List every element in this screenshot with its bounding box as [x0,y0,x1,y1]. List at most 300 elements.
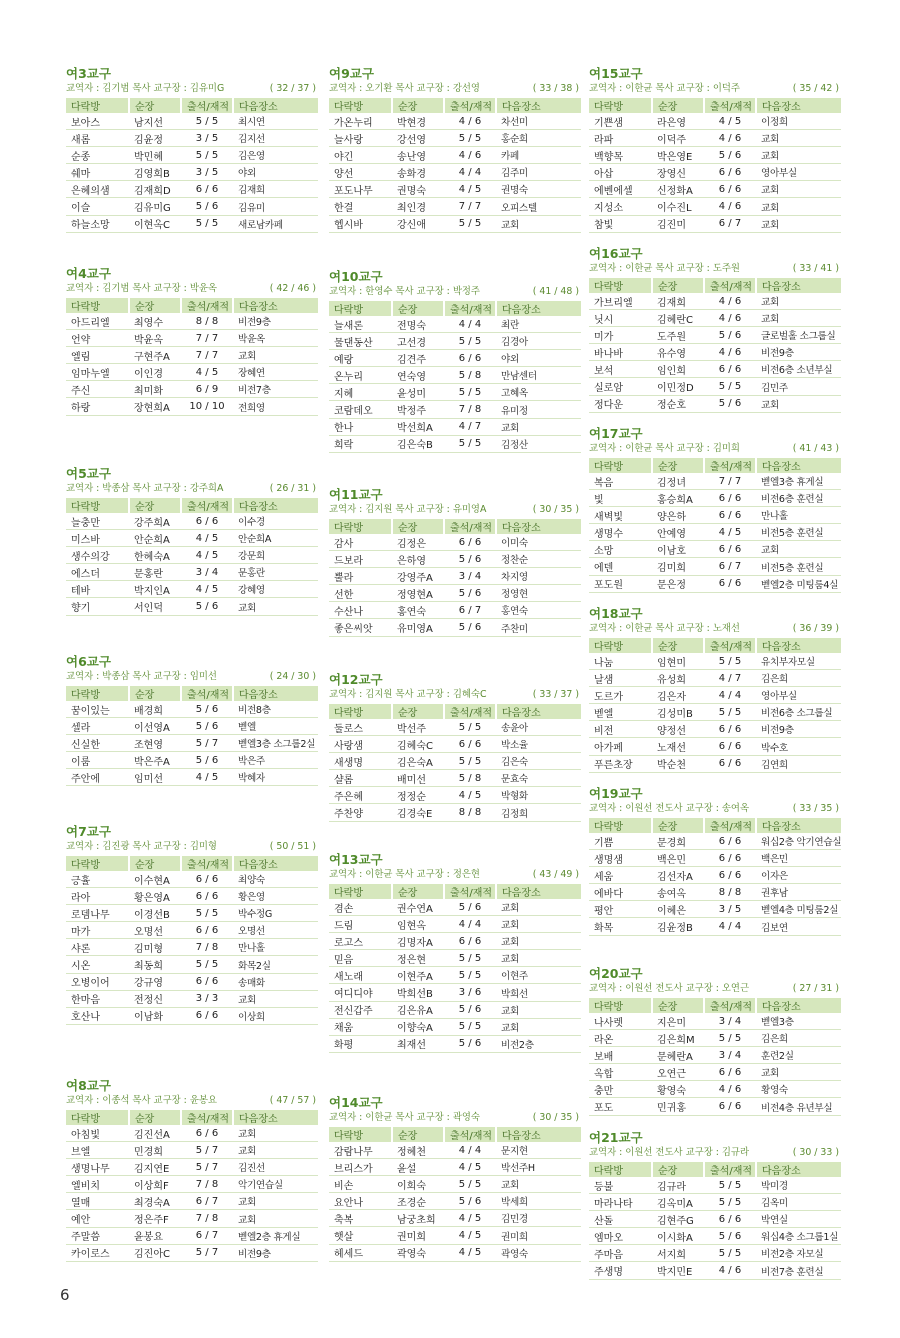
next-place-cell: 벧엘 [233,718,318,735]
column-header: 순장 [392,704,444,719]
attendance-cell: 5 / 6 [181,701,233,718]
district-info [66,82,318,96]
attendance-cell: 5 / 5 [444,1176,496,1193]
group-name-cell: 주마음 [589,1245,652,1262]
group-name-cell: 미가 [589,327,652,344]
table-row [329,787,581,804]
next-place-cell: 이정희 [756,113,841,130]
table-row [329,1176,581,1193]
group-name-cell: 아드리엘 [66,313,129,330]
attendance-cell: 4 / 6 [704,293,756,310]
attendance-cell: 3 / 4 [444,568,496,585]
district-title: 여17교구 [589,426,643,441]
leader-cell: 곽영숙 [392,1244,444,1261]
leader-cell: 백은민 [652,850,704,867]
column-header: 순장 [652,278,704,293]
next-place-cell: 박소율 [496,736,581,753]
leader-cell: 김옥미A [652,1194,704,1211]
attendance-cell: 5 / 7 [181,735,233,752]
column-header: 다음장소 [233,1110,318,1125]
table-row [329,967,581,984]
table-row [66,130,318,147]
column-header: 출석/재적 [444,519,496,534]
attendance-cell: 6 / 7 [444,602,496,619]
next-place-cell: 홍순희 [496,130,581,147]
district-title: 여11교구 [329,487,383,502]
leader-cell: 김재희 [652,293,704,310]
table-row [589,738,841,755]
next-place-cell: 벧엘4층 미팅룸2실 [756,901,841,918]
attendance-total: ( 43 / 49 ) [532,869,579,880]
district-staff: 교역자 : 한영수 목사 교구장 : 박정주 [329,286,480,297]
attendance-cell: 5 / 6 [704,1228,756,1245]
table-row [589,378,841,395]
group-name-cell: 아침빛 [66,1125,129,1142]
district-group [329,672,581,822]
attendance-cell: 6 / 6 [704,575,756,592]
leader-cell: 김윤정 [129,130,181,147]
leader-cell: 윤봉요 [129,1227,181,1244]
group-name-cell: 예랑 [329,350,392,367]
group-name-cell: 생명나무 [66,1159,129,1176]
attendance-cell: 7 / 7 [444,198,496,215]
attendance-cell: 5 / 5 [444,130,496,147]
leader-cell: 김혜란C [652,310,704,327]
attendance-total: ( 42 / 46 ) [269,283,316,294]
attendance-cell: 4 / 4 [444,1142,496,1159]
next-place-cell: 교회 [496,418,581,435]
column-header: 출석/재적 [704,1162,756,1177]
next-place-cell: 김옥미 [756,1194,841,1211]
attendance-cell: 6 / 6 [181,513,233,530]
leader-cell: 양정선 [652,721,704,738]
group-name-cell: 뿔라 [329,568,392,585]
leader-cell: 박은영E [652,147,704,164]
next-place-cell: 권후남 [756,884,841,901]
attendance-cell: 5 / 5 [444,753,496,770]
group-name-cell: 희락 [329,435,392,452]
table-row [589,1047,841,1064]
table-row [66,547,318,564]
attendance-cell: 4 / 4 [444,316,496,333]
next-place-cell: 박선주H [496,1159,581,1176]
group-name-cell: 꿈이있는 [66,701,129,718]
leader-cell: 이경선B [129,905,181,922]
attendance-total: ( 33 / 38 ) [532,83,579,94]
column-header: 순장 [392,1127,444,1142]
group-name-cell: 보배 [589,1047,652,1064]
leader-cell: 안예영 [652,524,704,541]
attendance-cell: 5 / 6 [704,327,756,344]
table-header-row [329,884,581,899]
next-place-cell: 차선미 [496,113,581,130]
table-row [589,1245,841,1262]
attendance-cell: 5 / 5 [444,384,496,401]
table-row [329,770,581,787]
table-row [66,113,318,130]
table-row [589,524,841,541]
leader-cell: 박선희A [392,418,444,435]
table-row [329,602,581,619]
next-place-cell: 교회 [233,598,318,615]
leader-cell: 권명숙 [392,181,444,198]
group-name-cell: 에스더 [66,564,129,581]
column-header: 다락방 [589,98,652,113]
column-header: 다음장소 [233,686,318,701]
group-name-cell: 신실한 [66,735,129,752]
table-row [589,670,841,687]
group-name-cell: 주은혜 [329,787,392,804]
next-place-cell: 박혜자 [233,769,318,786]
table-row [589,884,841,901]
group-name-cell: 빛 [589,490,652,507]
group-name-cell: 하늘소망 [66,215,129,232]
group-name-cell: 늘새론 [329,316,392,333]
attendance-total: ( 41 / 43 ) [792,443,839,454]
group-name-cell: 셀라 [66,718,129,735]
next-place-cell: 교회 [233,990,318,1007]
attendance-cell: 4 / 5 [181,530,233,547]
column-header: 출석/재적 [181,1110,233,1125]
district-info [329,503,581,517]
next-place-cell: 화목2실 [233,956,318,973]
leader-cell: 노재선 [652,738,704,755]
table-row [329,619,581,636]
district-group [329,487,581,637]
attendance-cell: 4 / 6 [444,113,496,130]
column-header: 순장 [129,498,181,513]
table-row [589,1013,841,1030]
district-title: 여5교구 [66,466,111,481]
leader-cell: 이현옥C [129,215,181,232]
table-row [589,293,841,310]
attendance-cell: 6 / 6 [444,933,496,950]
attendance-cell: 6 / 6 [181,871,233,888]
table-row [329,984,581,1001]
leader-cell: 구현주A [129,347,181,364]
table-row [329,568,581,585]
leader-cell: 김정녀 [652,473,704,490]
group-name-cell: 주생명 [589,1262,652,1279]
next-place-cell: 교회 [233,1125,318,1142]
column-header: 출석/재적 [444,1127,496,1142]
attendance-cell: 7 / 8 [181,1210,233,1227]
next-place-cell: 문지현 [496,1142,581,1159]
attendance-cell: 4 / 5 [444,1210,496,1227]
leader-cell: 김혜숙C [392,736,444,753]
attendance-cell: 7 / 7 [704,473,756,490]
leader-cell: 정혜천 [392,1142,444,1159]
column-header: 다음장소 [756,458,841,473]
attendance-cell: 4 / 7 [704,670,756,687]
district-info [589,982,841,996]
leader-cell: 김진미 [652,215,704,232]
next-place-cell: 만나홀 [756,507,841,524]
next-place-cell: 김경아 [496,333,581,350]
group-name-cell: 나사렛 [589,1013,652,1030]
column-header: 다락방 [589,998,652,1013]
attendance-cell: 4 / 5 [444,181,496,198]
group-name-cell: 에덴 [589,558,652,575]
table-row [66,939,318,956]
column-header: 출석/재적 [704,98,756,113]
group-name-cell: 감사 [329,534,392,551]
attendance-cell: 4 / 5 [704,113,756,130]
next-place-cell: 송윤아 [496,719,581,736]
attendance-cell: 5 / 6 [444,551,496,568]
table-row [589,473,841,490]
leader-cell: 송여옥 [652,884,704,901]
attendance-cell: 5 / 7 [181,1244,233,1261]
group-name-cell: 열매 [66,1193,129,1210]
group-name-cell: 헤세드 [329,1244,392,1261]
page-number: 6 [60,1286,70,1304]
attendance-cell: 5 / 5 [704,1030,756,1047]
leader-cell: 이덕주 [652,130,704,147]
attendance-cell: 4 / 5 [444,1244,496,1261]
leader-cell: 문경희 [652,833,704,850]
next-place-cell: 박수정G [233,905,318,922]
attendance-cell: 7 / 8 [444,401,496,418]
next-place-cell: 김정희 [496,804,581,821]
leader-cell: 윤설 [392,1159,444,1176]
column-header: 출석/재적 [181,298,233,313]
next-place-cell: 오명선 [233,922,318,939]
table-header-row [66,856,318,871]
leader-cell: 박지민E [652,1262,704,1279]
next-place-cell: 글로벌홀 소그룹실 [756,327,841,344]
next-place-cell: 이상희 [233,1007,318,1024]
next-place-cell: 박수호 [756,738,841,755]
leader-cell: 지은미 [652,1013,704,1030]
district-staff: 교역자 : 이종석 목사 교구장 : 윤봉요 [66,1095,217,1106]
column-header: 다음장소 [496,884,581,899]
column-header: 순장 [652,458,704,473]
attendance-cell: 5 / 5 [704,1194,756,1211]
table-row [589,653,841,670]
group-name-cell: 오병이어 [66,973,129,990]
leader-cell: 황은영A [129,888,181,905]
table-header-row [66,686,318,701]
district-staff: 교역자 : 이한균 목사 교구장 : 이덕주 [589,83,740,94]
table-row [589,215,841,232]
table-row [589,721,841,738]
leader-cell: 김영희B [129,164,181,181]
table-row [66,513,318,530]
table-row [66,956,318,973]
table-header-row [66,98,318,113]
table-row [329,1001,581,1018]
attendance-cell: 6 / 7 [181,1193,233,1210]
attendance-cell: 3 / 4 [704,1013,756,1030]
next-place-cell: 교회 [496,1176,581,1193]
leader-cell: 양은하 [652,507,704,524]
leader-cell: 유미영A [392,619,444,636]
attendance-cell: 7 / 7 [181,330,233,347]
next-place-cell: 장혜연 [233,364,318,381]
attendance-cell: 5 / 5 [444,1018,496,1035]
leader-cell: 이수진L [652,198,704,215]
table-row [589,558,841,575]
group-name-cell: 충만 [589,1081,652,1098]
leader-cell: 신정화A [652,181,704,198]
column-header: 출석/재적 [181,498,233,513]
table-row [329,418,581,435]
next-place-cell: 교회 [756,147,841,164]
leader-cell: 정은현 [392,950,444,967]
district-title: 여12교구 [329,672,383,687]
group-name-cell: 좋은씨앗 [329,619,392,636]
attendance-cell: 6 / 6 [181,973,233,990]
attendance-cell: 4 / 5 [444,787,496,804]
next-place-cell: 교회 [233,347,318,364]
attendance-table [329,519,581,637]
group-name-cell: 하랑 [66,398,129,415]
table-row [589,198,841,215]
next-place-cell: 야외 [496,350,581,367]
attendance-total: ( 30 / 35 ) [532,504,579,515]
next-place-cell: 유미정 [496,401,581,418]
attendance-cell: 5 / 6 [444,619,496,636]
table-row [66,922,318,939]
group-name-cell: 한결 [329,198,392,215]
district-title: 여3교구 [66,66,111,81]
district-title: 여20교구 [589,966,643,981]
group-name-cell: 호산나 [66,1007,129,1024]
attendance-table [66,686,318,786]
group-name-cell: 시온 [66,956,129,973]
district-group [329,269,581,453]
attendance-cell: 5 / 5 [704,1177,756,1194]
table-row [66,871,318,888]
leader-cell: 김지연E [129,1159,181,1176]
leader-cell: 문은정 [652,575,704,592]
group-name-cell: 아가페 [589,738,652,755]
group-name-cell: 생명수 [589,524,652,541]
group-name-cell: 전신갑주 [329,1001,392,1018]
leader-cell: 김정은 [392,534,444,551]
group-name-cell: 바나바 [589,344,652,361]
leader-cell: 이상희F [129,1176,181,1193]
attendance-table [589,458,841,593]
district-title: 여19교구 [589,786,643,801]
table-row [329,933,581,950]
leader-cell: 박지인A [129,581,181,598]
group-name-cell: 물댄동산 [329,333,392,350]
group-name-cell: 축복 [329,1210,392,1227]
attendance-total: ( 35 / 42 ) [792,83,839,94]
district-info [589,262,841,276]
attendance-cell: 6 / 6 [704,867,756,884]
table-header-row [329,301,581,316]
attendance-cell: 6 / 9 [181,381,233,398]
next-place-cell: 김은희 [756,670,841,687]
attendance-cell: 4 / 4 [704,918,756,935]
attendance-total: ( 47 / 57 ) [269,1095,316,1106]
district-title: 여21교구 [589,1130,643,1145]
group-name-cell: 지성소 [589,198,652,215]
table-row [589,918,841,935]
next-place-cell: 벧엘3층 [756,1013,841,1030]
next-place-cell: 강혜영 [233,581,318,598]
group-name-cell: 순종 [66,147,129,164]
column-header: 출석/재적 [704,998,756,1013]
group-name-cell: 주찬양 [329,804,392,821]
leader-cell: 김윤정B [652,918,704,935]
leader-cell: 김명자A [392,933,444,950]
next-place-cell: 차지영 [496,568,581,585]
column-header: 순장 [652,638,704,653]
table-row [329,215,581,232]
leader-cell: 조경순 [392,1193,444,1210]
next-place-cell: 훈련2실 [756,1047,841,1064]
next-place-cell: 권명숙 [496,181,581,198]
table-row [66,181,318,198]
attendance-cell: 6 / 7 [704,215,756,232]
attendance-cell: 4 / 5 [704,524,756,541]
next-place-cell: 벧엘3층 휴게실 [756,473,841,490]
leader-cell: 유수영 [652,344,704,361]
table-row [66,1193,318,1210]
group-name-cell: 라아 [66,888,129,905]
leader-cell: 김선자A [652,867,704,884]
group-name-cell: 에벤에셀 [589,181,652,198]
table-row [329,753,581,770]
next-place-cell: 새로남카페 [233,215,318,232]
table-header-row [589,458,841,473]
leader-cell: 김미형 [129,939,181,956]
column-header: 출석/재적 [444,704,496,719]
leader-cell: 김성미B [652,704,704,721]
column-header: 다락방 [329,1127,392,1142]
group-name-cell: 브엘 [66,1142,129,1159]
attendance-cell: 3 / 4 [704,1047,756,1064]
district-info [589,802,841,816]
table-row [589,755,841,772]
attendance-total: ( 30 / 33 ) [792,1147,839,1158]
district-info [589,442,841,456]
leader-cell: 정순호 [652,395,704,412]
group-name-cell: 새노래 [329,967,392,984]
table-row [329,113,581,130]
leader-cell: 박현경 [392,113,444,130]
leader-cell: 박선주 [392,719,444,736]
leader-cell: 이시화A [652,1228,704,1245]
group-name-cell: 기쁜샘 [589,113,652,130]
group-name-cell: 미스바 [66,530,129,547]
district-group [589,246,841,413]
next-place-cell: 교회 [756,310,841,327]
next-place-cell: 박미경 [756,1177,841,1194]
table-row [589,113,841,130]
attendance-cell: 6 / 7 [181,1227,233,1244]
next-place-cell: 전희영 [233,398,318,415]
attendance-cell: 5 / 7 [181,1159,233,1176]
attendance-cell: 5 / 5 [181,147,233,164]
group-name-cell: 코람데오 [329,401,392,418]
leader-cell: 박민혜 [129,147,181,164]
group-name-cell: 라파 [589,130,652,147]
group-name-cell: 요안나 [329,1193,392,1210]
group-name-cell: 기쁨 [589,833,652,850]
next-place-cell: 워십4층 소그룹1실 [756,1228,841,1245]
attendance-table [66,856,318,1025]
column-header: 다음장소 [756,278,841,293]
group-name-cell: 포도 [589,1098,652,1115]
district-group [589,786,841,936]
group-name-cell: 은혜의샘 [66,181,129,198]
district-group [589,1130,841,1280]
